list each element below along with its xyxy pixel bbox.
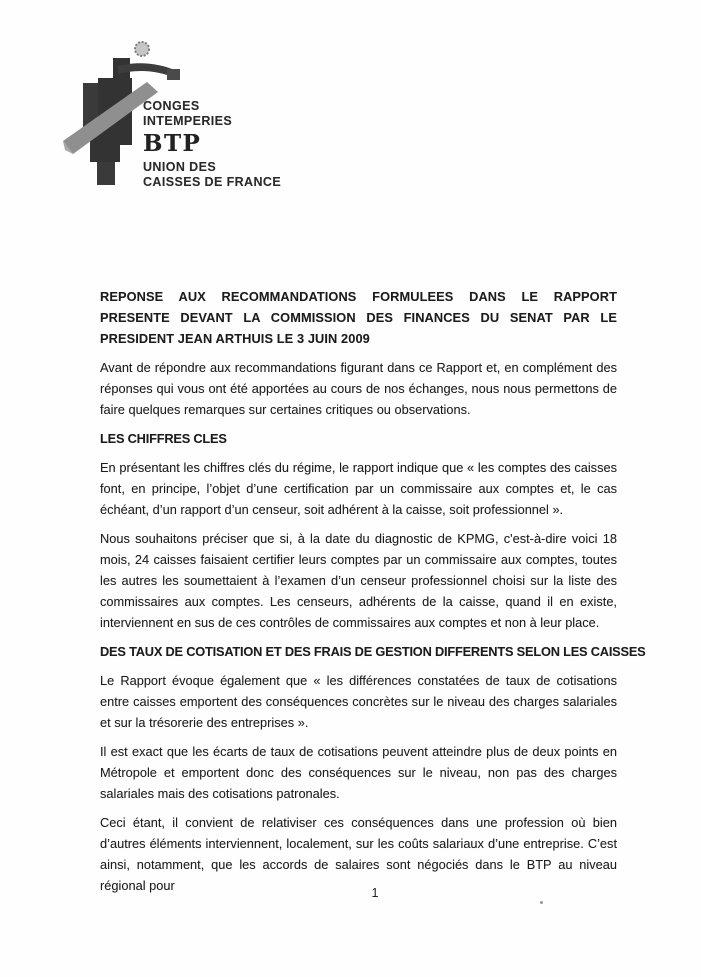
page-number: 1 (371, 886, 379, 900)
section1-paragraph-1: En présentant les chiffres clés du régime, le rapport indique que « les comptes des caisses font, en principe, l’objet d’une certification par un commissaire aux comptes et, le cas échéant, d’un rapport d’un censeur, soit adhérent à la caisse, soit professionnel ». (100, 460, 617, 517)
section-heading-chiffres-cles: LES CHIFFRES CLES (100, 431, 227, 446)
logo-line-union-des: UNION DES (143, 160, 217, 174)
section-heading-taux-cotisation: DES TAUX DE COTISATION ET DES FRAIS DE GESTION DIFFERENTS SELON LES CAISSES (100, 644, 646, 659)
logo-line-caisses-de-france: CAISSES DE FRANCE (143, 175, 282, 189)
organization-logo (63, 38, 313, 203)
document-body (100, 286, 646, 904)
section2-paragraph-2: Il est exact que les écarts de taux de cotisations peuvent atteindre plus de deux points en Métropole et emportent donc des conséquences sur le niveau, non pas des charges salariales mais des cotisations patronales. (100, 744, 617, 801)
section2-paragraph-1: Le Rapport évoque également que « les différences constatées de taux de cotisations entre caisses emportent des conséquences concrètes sur le niveau des charges salariales et sur la trésorerie des entreprises ». (100, 673, 617, 730)
logo-line-conges: CONGES (143, 99, 200, 113)
logo-wordmark (143, 99, 281, 190)
document-title: REPONSE AUX RECOMMANDATIONS FORMULEES DANS LE RAPPORT PRESENTE DEVANT LA COMMISSION DES FINANCES DU SENAT PAR LE PRESIDENT JEAN ARTHUIS LE 3 JUIN 2009 (100, 289, 617, 346)
section2-paragraph-3: Ceci étant, il convient de relativiser ces conséquences dans une profession où bien d’autres éléments interviennent, localement, sur les coûts salariaux d’une entreprise. C’est ainsi, notamment, que les accords de salaires sont négociés dans le BTP au niveau régional pour (100, 815, 617, 893)
section1-paragraph-2: Nous souhaitons préciser que si, à la date du diagnostic de KPMG, c'est-à-dire voici 18 mois, 24 caisses faisaient certifier leurs comptes par un commissaire aux comptes, toutes les autres les soumettaient à l’examen d’un censeur professionnel choisi sur la liste des commissaires aux comptes. Les censeurs, adhérents de la caisse, quand il en existe, interviennent en sus de ces contrôles de commissaires aux comptes et non à leur place. (100, 531, 617, 630)
scan-artifact-dot (540, 901, 543, 904)
intro-paragraph: Avant de répondre aux recommandations figurant dans ce Rapport et, en complément des réponses qui vous ont été apportées au cours de nos échanges, nous nous permettons de faire quelques remarques sur certaines critiques ou observations. (100, 360, 617, 417)
logo-line-intemperies: INTEMPERIES (143, 114, 233, 128)
logo-acronym-btp: BTP (143, 130, 202, 157)
